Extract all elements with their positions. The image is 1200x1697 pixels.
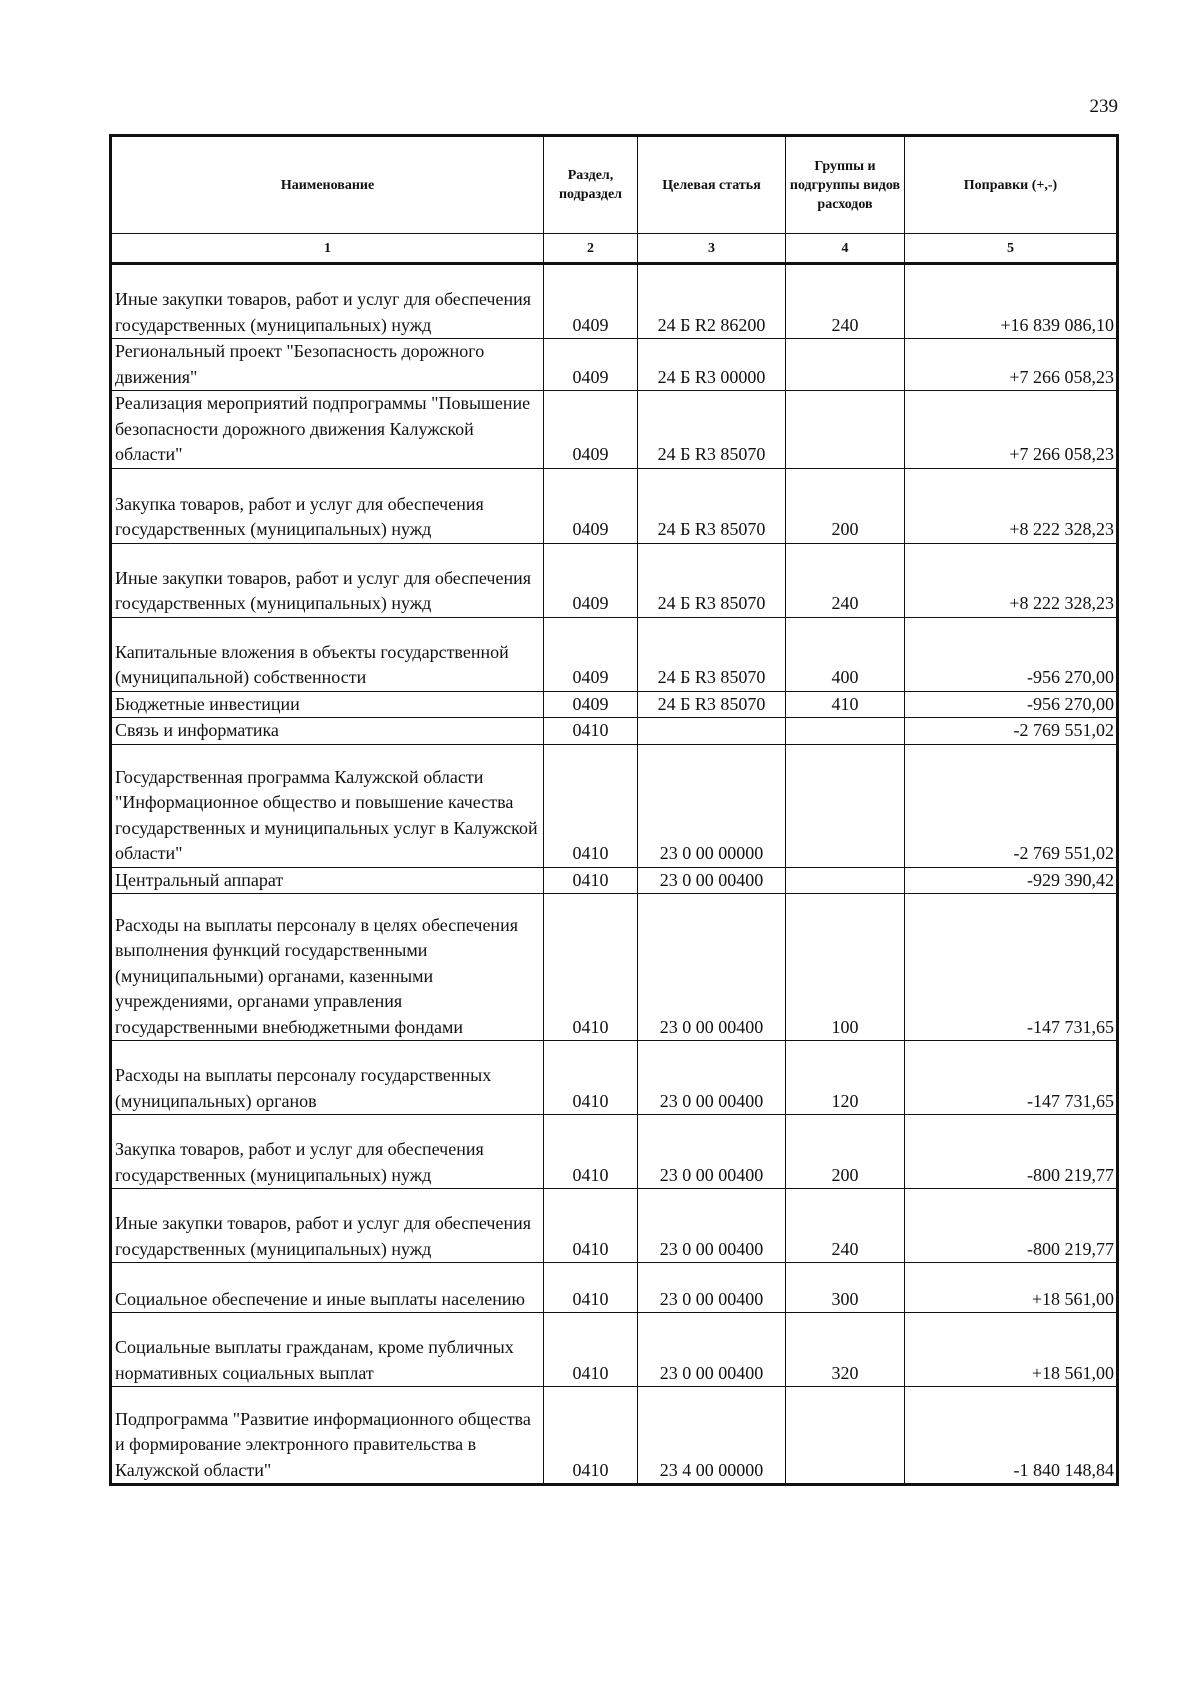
table-row bbox=[111, 1263, 1118, 1313]
row-statya: 24 Б R3 00000 bbox=[638, 339, 786, 391]
row-vid: 200 bbox=[786, 1115, 905, 1189]
row-amount: -956 270,00 bbox=[905, 691, 1118, 718]
row-name: Капитальные вложения в объекты государственной (муниципальной) собственности bbox=[111, 617, 544, 691]
row-razdel: 0409 bbox=[544, 391, 638, 469]
header-amount: Поправки (+,-) bbox=[905, 136, 1118, 234]
header-statya: Целевая статья bbox=[638, 136, 786, 234]
row-statya: 23 0 00 00400 bbox=[638, 1041, 786, 1115]
row-statya: 24 Б R3 85070 bbox=[638, 691, 786, 718]
row-razdel: 0410 bbox=[544, 1115, 638, 1189]
row-statya: 23 0 00 00400 bbox=[638, 1263, 786, 1313]
row-amount: -147 731,65 bbox=[905, 1041, 1118, 1115]
column-number: 1 bbox=[111, 234, 544, 264]
page-number: 239 bbox=[1089, 96, 1118, 117]
row-amount: +7 266 058,23 bbox=[905, 339, 1118, 391]
row-razdel: 0409 bbox=[544, 339, 638, 391]
table-row bbox=[111, 867, 1118, 894]
header-razdel: Раздел, подраздел bbox=[544, 136, 638, 234]
table-row bbox=[111, 691, 1118, 718]
row-vid: 240 bbox=[786, 1189, 905, 1263]
header-vid: Группы и подгруппы видов расходов bbox=[786, 136, 905, 234]
row-razdel: 0410 bbox=[544, 744, 638, 867]
row-statya: 24 Б R3 85070 bbox=[638, 543, 786, 617]
row-amount: -800 219,77 bbox=[905, 1115, 1118, 1189]
table-row bbox=[111, 543, 1118, 617]
row-razdel: 0410 bbox=[544, 1189, 638, 1263]
row-vid: 410 bbox=[786, 691, 905, 718]
row-razdel: 0409 bbox=[544, 617, 638, 691]
table-row bbox=[111, 744, 1118, 867]
row-name: Центральный аппарат bbox=[111, 867, 544, 894]
row-name: Расходы на выплаты персоналу в целях обеспечения выполнения функций государственными (муниципальными) органами, казенными учреждениями, органами управления государственными внебюджетными фондами bbox=[111, 894, 544, 1041]
column-number-row bbox=[111, 234, 1118, 264]
row-name: Иные закупки товаров, работ и услуг для обеспечения государственных (муниципальных) нужд bbox=[111, 264, 544, 339]
header-name: Наименование bbox=[111, 136, 544, 234]
row-razdel: 0409 bbox=[544, 468, 638, 543]
table-row bbox=[111, 264, 1118, 339]
row-vid: 320 bbox=[786, 1313, 905, 1387]
row-statya: 24 Б R3 85070 bbox=[638, 391, 786, 469]
row-amount: -1 840 148,84 bbox=[905, 1387, 1118, 1485]
table-row bbox=[111, 1313, 1118, 1387]
row-name: Социальное обеспечение и иные выплаты населению bbox=[111, 1263, 544, 1313]
row-razdel: 0409 bbox=[544, 543, 638, 617]
row-statya: 24 Б R3 85070 bbox=[638, 468, 786, 543]
row-vid bbox=[786, 1387, 905, 1485]
row-amount: +16 839 086,10 bbox=[905, 264, 1118, 339]
row-vid: 200 bbox=[786, 468, 905, 543]
row-amount: +18 561,00 bbox=[905, 1313, 1118, 1387]
row-razdel: 0409 bbox=[544, 691, 638, 718]
table-row bbox=[111, 468, 1118, 543]
column-number: 4 bbox=[786, 234, 905, 264]
row-amount: -2 769 551,02 bbox=[905, 718, 1118, 745]
row-name: Иные закупки товаров, работ и услуг для обеспечения государственных (муниципальных) нужд bbox=[111, 543, 544, 617]
row-amount: +8 222 328,23 bbox=[905, 543, 1118, 617]
table-row bbox=[111, 1041, 1118, 1115]
row-razdel: 0410 bbox=[544, 1313, 638, 1387]
column-number: 3 bbox=[638, 234, 786, 264]
table-row bbox=[111, 894, 1118, 1041]
row-name: Закупка товаров, работ и услуг для обеспечения государственных (муниципальных) нужд bbox=[111, 1115, 544, 1189]
table-row bbox=[111, 391, 1118, 469]
row-amount: -2 769 551,02 bbox=[905, 744, 1118, 867]
row-statya: 23 4 00 00000 bbox=[638, 1387, 786, 1485]
row-statya: 23 0 00 00000 bbox=[638, 744, 786, 867]
row-vid bbox=[786, 339, 905, 391]
row-statya bbox=[638, 718, 786, 745]
row-razdel: 0410 bbox=[544, 1041, 638, 1115]
row-statya: 24 Б R2 86200 bbox=[638, 264, 786, 339]
table-row bbox=[111, 617, 1118, 691]
table-row bbox=[111, 718, 1118, 745]
row-name: Иные закупки товаров, работ и услуг для обеспечения государственных (муниципальных) нужд bbox=[111, 1189, 544, 1263]
row-vid bbox=[786, 718, 905, 745]
table-row bbox=[111, 1115, 1118, 1189]
row-amount: -929 390,42 bbox=[905, 867, 1118, 894]
row-vid: 240 bbox=[786, 264, 905, 339]
row-amount: +8 222 328,23 bbox=[905, 468, 1118, 543]
row-statya: 23 0 00 00400 bbox=[638, 1313, 786, 1387]
table-header-row bbox=[111, 136, 1118, 234]
table-row bbox=[111, 1189, 1118, 1263]
row-razdel: 0409 bbox=[544, 264, 638, 339]
row-razdel: 0410 bbox=[544, 867, 638, 894]
row-name: Социальные выплаты гражданам, кроме публичных нормативных социальных выплат bbox=[111, 1313, 544, 1387]
row-razdel: 0410 bbox=[544, 1387, 638, 1485]
row-vid bbox=[786, 391, 905, 469]
row-vid: 300 bbox=[786, 1263, 905, 1313]
row-name: Связь и информатика bbox=[111, 718, 544, 745]
row-statya: 23 0 00 00400 bbox=[638, 1115, 786, 1189]
row-statya: 24 Б R3 85070 bbox=[638, 617, 786, 691]
row-amount: +18 561,00 bbox=[905, 1263, 1118, 1313]
row-vid: 240 bbox=[786, 543, 905, 617]
row-name: Реализация мероприятий подпрограммы "Повышение безопасности дорожного движения Калужской области" bbox=[111, 391, 544, 469]
row-statya: 23 0 00 00400 bbox=[638, 867, 786, 894]
row-name: Подпрограмма "Развитие информационного общества и формирование электронного правительства в Калужской области" bbox=[111, 1387, 544, 1485]
column-number: 5 bbox=[905, 234, 1118, 264]
row-statya: 23 0 00 00400 bbox=[638, 1189, 786, 1263]
row-amount: -147 731,65 bbox=[905, 894, 1118, 1041]
row-name: Закупка товаров, работ и услуг для обеспечения государственных (муниципальных) нужд bbox=[111, 468, 544, 543]
row-vid: 100 bbox=[786, 894, 905, 1041]
row-vid: 120 bbox=[786, 1041, 905, 1115]
row-name: Расходы на выплаты персоналу государственных (муниципальных) органов bbox=[111, 1041, 544, 1115]
budget-amendments-table bbox=[109, 134, 1119, 1486]
table-row bbox=[111, 1387, 1118, 1485]
row-amount: +7 266 058,23 bbox=[905, 391, 1118, 469]
table-row bbox=[111, 339, 1118, 391]
row-name: Региональный проект "Безопасность дорожного движения" bbox=[111, 339, 544, 391]
row-vid: 400 bbox=[786, 617, 905, 691]
row-name: Государственная программа Калужской области "Информационное общество и повышение качества государственных и муниципальных услуг в Калужской области" bbox=[111, 744, 544, 867]
row-vid bbox=[786, 867, 905, 894]
row-razdel: 0410 bbox=[544, 894, 638, 1041]
row-razdel: 0410 bbox=[544, 718, 638, 745]
row-statya: 23 0 00 00400 bbox=[638, 894, 786, 1041]
row-name: Бюджетные инвестиции bbox=[111, 691, 544, 718]
row-razdel: 0410 bbox=[544, 1263, 638, 1313]
row-amount: -956 270,00 bbox=[905, 617, 1118, 691]
row-vid bbox=[786, 744, 905, 867]
row-amount: -800 219,77 bbox=[905, 1189, 1118, 1263]
column-number: 2 bbox=[544, 234, 638, 264]
